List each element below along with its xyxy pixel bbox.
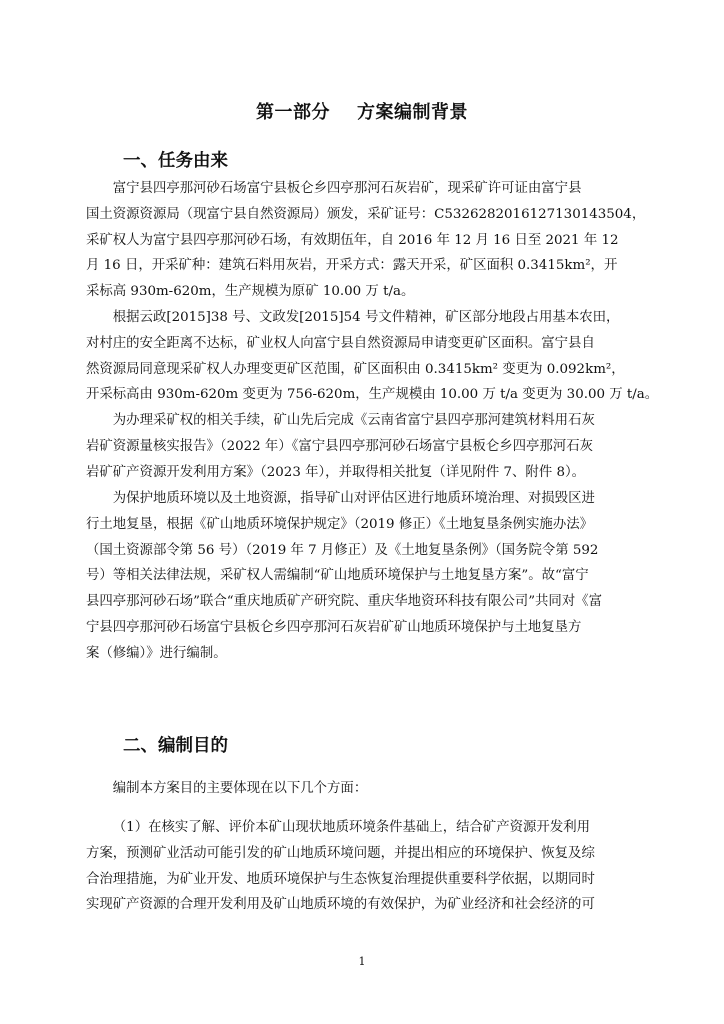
text-line: 对村庄的安全距离不达标，矿业权人向富宁县自然资源局申请变更矿区面积。富宁县自 xyxy=(86,335,595,351)
text-line: 案（修编）》进行编制。 xyxy=(86,645,227,661)
text-line: 岩矿矿产资源开发利用方案》（2023 年），并取得相关批复（详见附件 7、附件 8）。 xyxy=(86,464,586,480)
paragraph-task-origin-1 xyxy=(86,176,646,305)
text-line: 月 16 日，开采矿种：建筑石料用灰岩，开采方式：露天开采，矿区面积 0.3415km²，开 xyxy=(86,258,618,274)
paragraph-purpose-1 xyxy=(86,815,640,918)
text-line: 岩矿资源量核实报告》（2022 年）《富宁县四亭那河砂石场富宁县板仑乡四亭那河石灰 xyxy=(86,438,593,454)
text-line: （1）在核实了解、评价本矿山现状地质环境条件基础上，结合矿产资源开发利用 xyxy=(112,820,590,835)
text-line: 国土资源资源局（现富宁县自然资源局）颁发，采矿证号：C5326282016127130143504， xyxy=(86,206,646,222)
text-line: 县四亭那河砂石场”联合“重庆地质矿产研究院、重庆华地资环科技有限公司”共同对《富 xyxy=(86,594,602,610)
page-number: 1 xyxy=(358,955,366,968)
text-line: 根据云政[2015]38 号、文政发[2015]54 号文件精神，矿区部分地段占用基本农田， xyxy=(112,310,620,325)
page-title: 第一部分 方案编制背景 xyxy=(255,102,469,123)
section-heading-task-origin: 一、任务由来 xyxy=(123,151,228,171)
text-line: 然资源局同意现采矿权人办理变更矿区范围，矿区面积由 0.3415km² 变更为 0.092km²， xyxy=(86,361,625,377)
text-line: 开采标高由 930m-620m 变更为 756-620m，生产规模由 10.00 万 t/a 变更为 30.00 万 t/a。 xyxy=(86,387,659,403)
section-heading-purpose: 二、编制目的 xyxy=(123,736,228,756)
paragraph-task-origin-3 xyxy=(86,408,640,485)
text-line: 方案，预测矿业活动可能引发的矿山地质环境问题，并提出相应的环境保护、恢复及综 xyxy=(86,845,595,861)
paragraph-purpose-intro xyxy=(86,776,640,802)
text-line: （国土资源部令第 56 号）（2019 年 7 月修正）及《土地复垦条例》（国务院令第 592 xyxy=(86,542,599,558)
paragraph-task-origin-2 xyxy=(86,305,659,408)
text-line: 富宁县四亭那河砂石场富宁县板仑乡四亭那河石灰岩矿，现采矿许可证由富宁县 xyxy=(112,181,582,196)
text-line: 为办理采矿权的相关手续，矿山先后完成《云南省富宁县四亭那河建筑材料用石灰 xyxy=(112,413,595,428)
text-line: 采标高 930m-620m，生产规模为原矿 10.00 万 t/a。 xyxy=(86,284,415,300)
text-line: 为保护地质环境以及土地资源，指导矿山对评估区进行地质环境治理、对损毁区进 xyxy=(112,491,595,506)
paragraph-task-origin-4 xyxy=(86,486,640,667)
text-line: 宁县四亭那河砂石场富宁县板仑乡四亭那河石灰岩矿矿山地质环境保护与土地复垦方 xyxy=(86,619,582,635)
text-line: 编制本方案目的主要体现在以下几个方面： xyxy=(112,781,368,796)
text-line: 行土地复垦，根据《矿山地质环境保护规定》（2019 修正）《土地复垦条例实施办法》 xyxy=(86,516,593,532)
text-line: 合治理措施，为矿业开发、地质环境保护与生态恢复治理提供重要科学依据，以期同时 xyxy=(86,871,595,887)
text-line: 号）等相关法律法规，采矿权人需编制“矿山地质环境保护与土地复垦方案”。故“富宁 xyxy=(86,568,589,584)
text-line: 实现矿产资源的合理开发利用及矿山地质环境的有效保护，为矿业经济和社会经济的可 xyxy=(86,897,595,913)
text-line: 采矿权人为富宁县四亭那河砂石场，有效期伍年，自 2016 年 12 月 16 日至 2021 年 12 xyxy=(86,232,619,248)
